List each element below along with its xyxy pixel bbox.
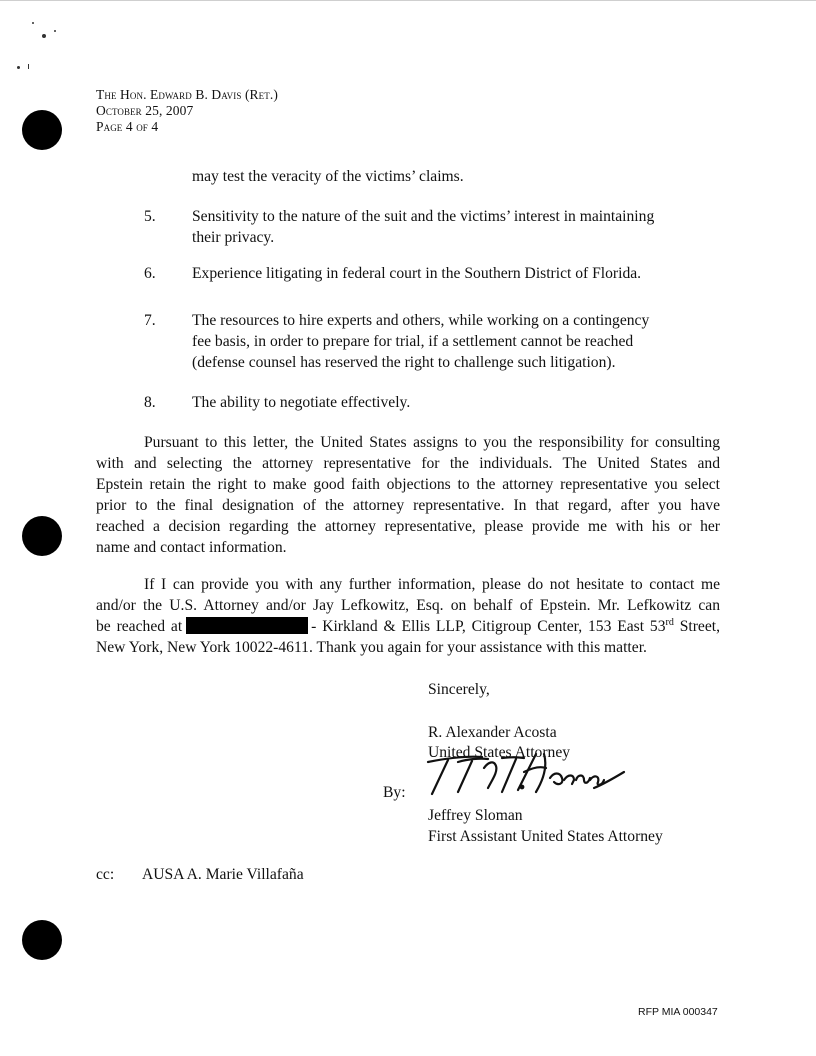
paragraph-line: Pursuant to this letter, the United States assigns to you the responsibility for consulting	[144, 434, 720, 451]
scan-speck	[54, 30, 56, 32]
paragraph-line: New York, New York 10022-4611. Thank you again for your assistance with this matter.	[96, 639, 647, 656]
punch-hole-bottom	[22, 920, 62, 960]
letter-header	[96, 87, 278, 135]
paragraph-line: and/or the U.S. Attorney and/or Jay Lefkowitz, Esq. on behalf of Epstein. Mr. Lefkowitz can	[96, 597, 720, 614]
cc-recipient: AUSA A. Marie Villafaña	[142, 866, 304, 883]
paragraph-text: - Kirkland & Ellis LLP, Citigroup Center, 153 East 53	[311, 618, 666, 635]
list-item-number: 8.	[144, 394, 156, 411]
list-item-text-line: The ability to negotiate effectively.	[192, 394, 411, 411]
redaction-bar	[186, 617, 308, 634]
continuation-line: may test the veracity of the victims’ claims.	[192, 168, 464, 185]
scan-speck	[32, 22, 34, 24]
top-edge-rule	[0, 0, 816, 1]
paragraph-line: prior to the final designation of the attorney representative. In that regard, after you have	[96, 497, 720, 514]
date-line: October 25, 2007	[96, 103, 194, 118]
recipient-line: The Hon. Edward B. Davis (Ret.)	[96, 87, 278, 102]
scan-speck	[42, 34, 46, 38]
bates-number: RFP MIA 000347	[638, 1006, 718, 1018]
paragraph-line-with-redaction	[96, 616, 720, 637]
list-item-text-line: (defense counsel has reserved the right to challenge such litigation).	[192, 354, 616, 371]
paragraph-line: If I can provide you with any further information, please do not hesitate to contact me	[144, 576, 720, 593]
sender-title: United States Attorney	[428, 744, 571, 761]
list-item-text-line: The resources to hire experts and others, while working on a contingency	[192, 312, 650, 329]
sender-name: R. Alexander Acosta	[428, 724, 557, 741]
punch-hole-middle	[22, 516, 62, 556]
list-item-number: 6.	[144, 265, 156, 282]
punch-hole-top	[22, 110, 62, 150]
signer-name: Jeffrey Sloman	[428, 807, 523, 824]
paragraph-line: name and contact information.	[96, 539, 287, 556]
list-item-text-line: Experience litigating in federal court in the Southern District of Florida.	[192, 265, 642, 282]
paragraph-line: Epstein retain the right to make good faith objections to the attorney representative you select	[96, 476, 720, 493]
scan-speck	[28, 64, 29, 69]
list-item-number: 5.	[144, 208, 156, 225]
list-item-text-line: Sensitivity to the nature of the suit and the victims’ interest in maintaining	[192, 208, 655, 225]
paragraph-line: with and selecting the attorney representative for the individuals. The United States and	[96, 455, 720, 472]
cc-label: cc:	[96, 866, 115, 883]
paragraph-text: be reached at	[96, 618, 183, 635]
list-item-text-line: their privacy.	[192, 229, 275, 246]
handwritten-signature	[418, 748, 628, 804]
salutation: Sincerely,	[428, 681, 490, 698]
ordinal-superscript: rd	[665, 616, 674, 628]
contact-paragraph	[96, 574, 720, 658]
scan-speck	[17, 66, 20, 69]
by-label: By:	[383, 784, 406, 801]
list-item-number: 7.	[144, 312, 156, 329]
signer-title: First Assistant United States Attorney	[428, 828, 663, 845]
paragraph-text: Street,	[673, 618, 720, 635]
list-item-text-line: fee basis, in order to prepare for trial, if a settlement cannot be reached	[192, 333, 634, 350]
paragraph-line: reached a decision regarding the attorney representative, please provide me with his or her	[96, 518, 720, 535]
assignment-paragraph	[96, 432, 720, 558]
page-number-line: Page 4 of 4	[96, 119, 159, 134]
